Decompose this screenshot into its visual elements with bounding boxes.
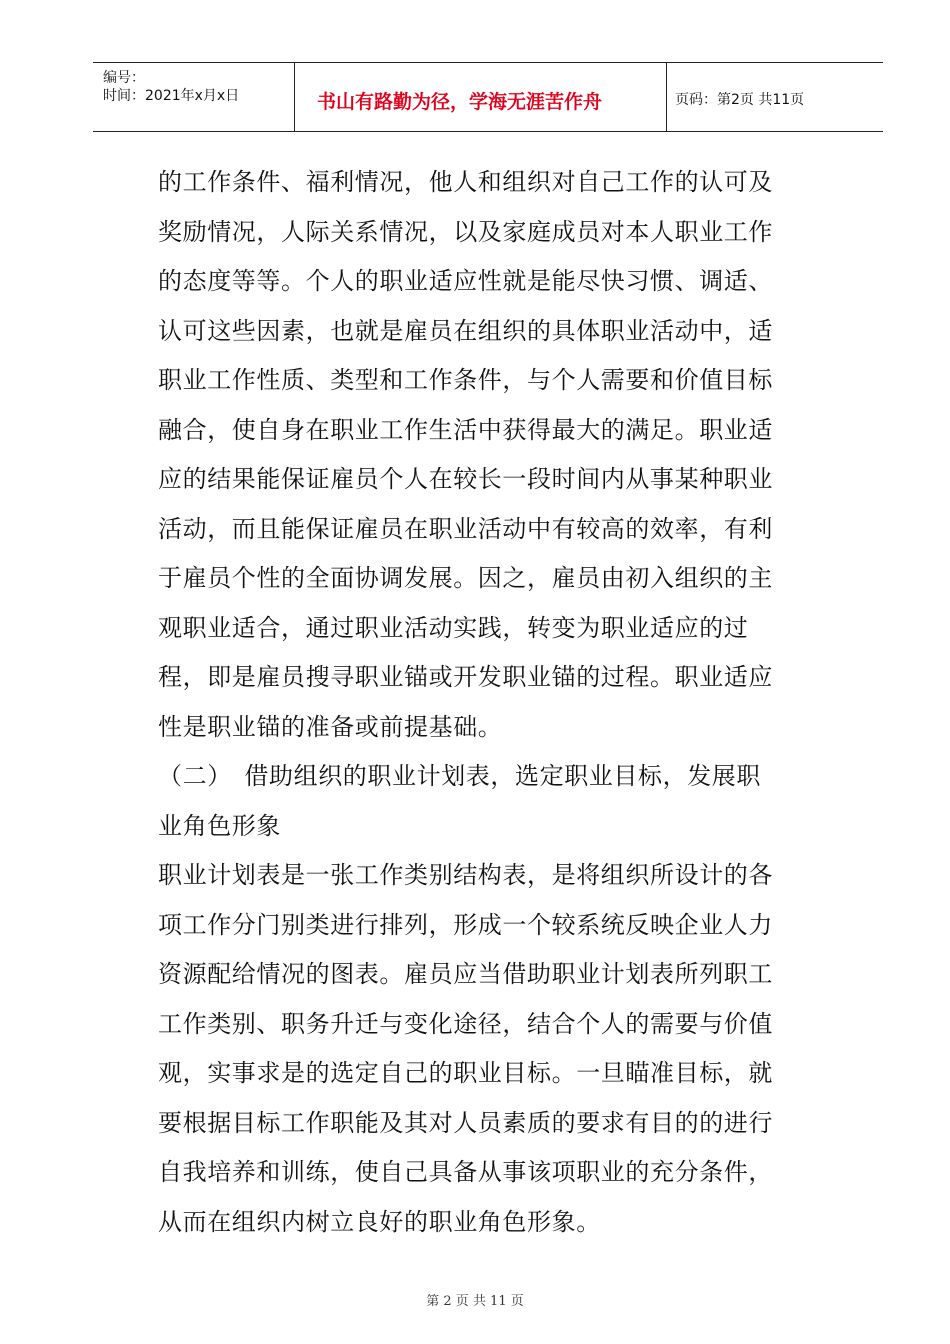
body-line: 活动，而且能保证雇员在职业活动中有较高的效率，有利: [158, 514, 773, 543]
body-line: 资源配给情况的图表。雇员应当借助职业计划表所列职工: [158, 960, 773, 988]
body-line: 的工作条件、福利情况，他人和组织对自己工作的认可及: [158, 168, 773, 196]
document-time-label: 时间：2021年x月x日: [103, 88, 240, 104]
body-line: 项工作分门别类进行排列，形成一个较系统反映企业人力: [158, 910, 773, 939]
page-footer: 第 2 页 共 11 页: [426, 1294, 524, 1309]
page-header: [93, 62, 883, 132]
section-heading-line: 业角色形象: [158, 811, 281, 840]
body-line: 要根据目标工作职能及其对人员素质的要求有目的的进行: [158, 1108, 773, 1137]
header-motto: 书山有路勤为径，学海无涯苦作舟: [317, 91, 603, 113]
body-line: 于雇员个性的全面协调发展。因之，雇员由初入组织的主: [158, 564, 773, 592]
body-line: 融合，使自身在职业工作生活中获得最大的满足。职业适: [158, 415, 773, 444]
body-line: 性是职业锚的准备或前提基础。: [158, 712, 503, 741]
body-line: 职业工作性质、类型和工作条件，与个人需要和价值目标: [158, 366, 773, 394]
document-body: [158, 158, 828, 1247]
body-line: 应的结果能保证雇员个人在较长一段时间内从事某种职业: [158, 465, 773, 493]
section-heading-line: （二） 借助组织的职业计划表，选定职业目标，发展职: [158, 762, 761, 790]
body-line: 工作类别、职务升迁与变化途径，结合个人的需要与价值: [158, 1009, 773, 1038]
body-line: 从而在组织内树立良好的职业角色形象。: [158, 1207, 601, 1236]
body-line: 的态度等等。个人的职业适应性就是能尽快习惯、调适、: [158, 267, 773, 295]
body-line: 奖励情况，人际关系情况，以及家庭成员对本人职业工作: [158, 217, 773, 246]
body-line: 程，即是雇员搜寻职业锚或开发职业锚的过程。职业适应: [158, 663, 773, 691]
body-line: 观，实事求是的选定自己的职业目标。一旦瞄准目标，就: [158, 1059, 773, 1087]
document-number-label: 编号：: [103, 70, 145, 86]
header-motto-cell: [295, 63, 667, 131]
body-line: 认可这些因素，也就是雇员在组织的具体职业活动中，适: [158, 316, 773, 345]
header-info-cell: [93, 63, 295, 131]
header-page-number: 页码：第2页 共11页: [675, 92, 805, 108]
body-line: 自我培养和训练，使自己具备从事该项职业的充分条件，: [158, 1158, 773, 1186]
body-line: 观职业适合，通过职业活动实践，转变为职业适应的过: [158, 613, 749, 642]
header-page-cell: [667, 63, 883, 131]
body-line: 职业计划表是一张工作类别结构表，是将组织所设计的各: [158, 861, 773, 889]
